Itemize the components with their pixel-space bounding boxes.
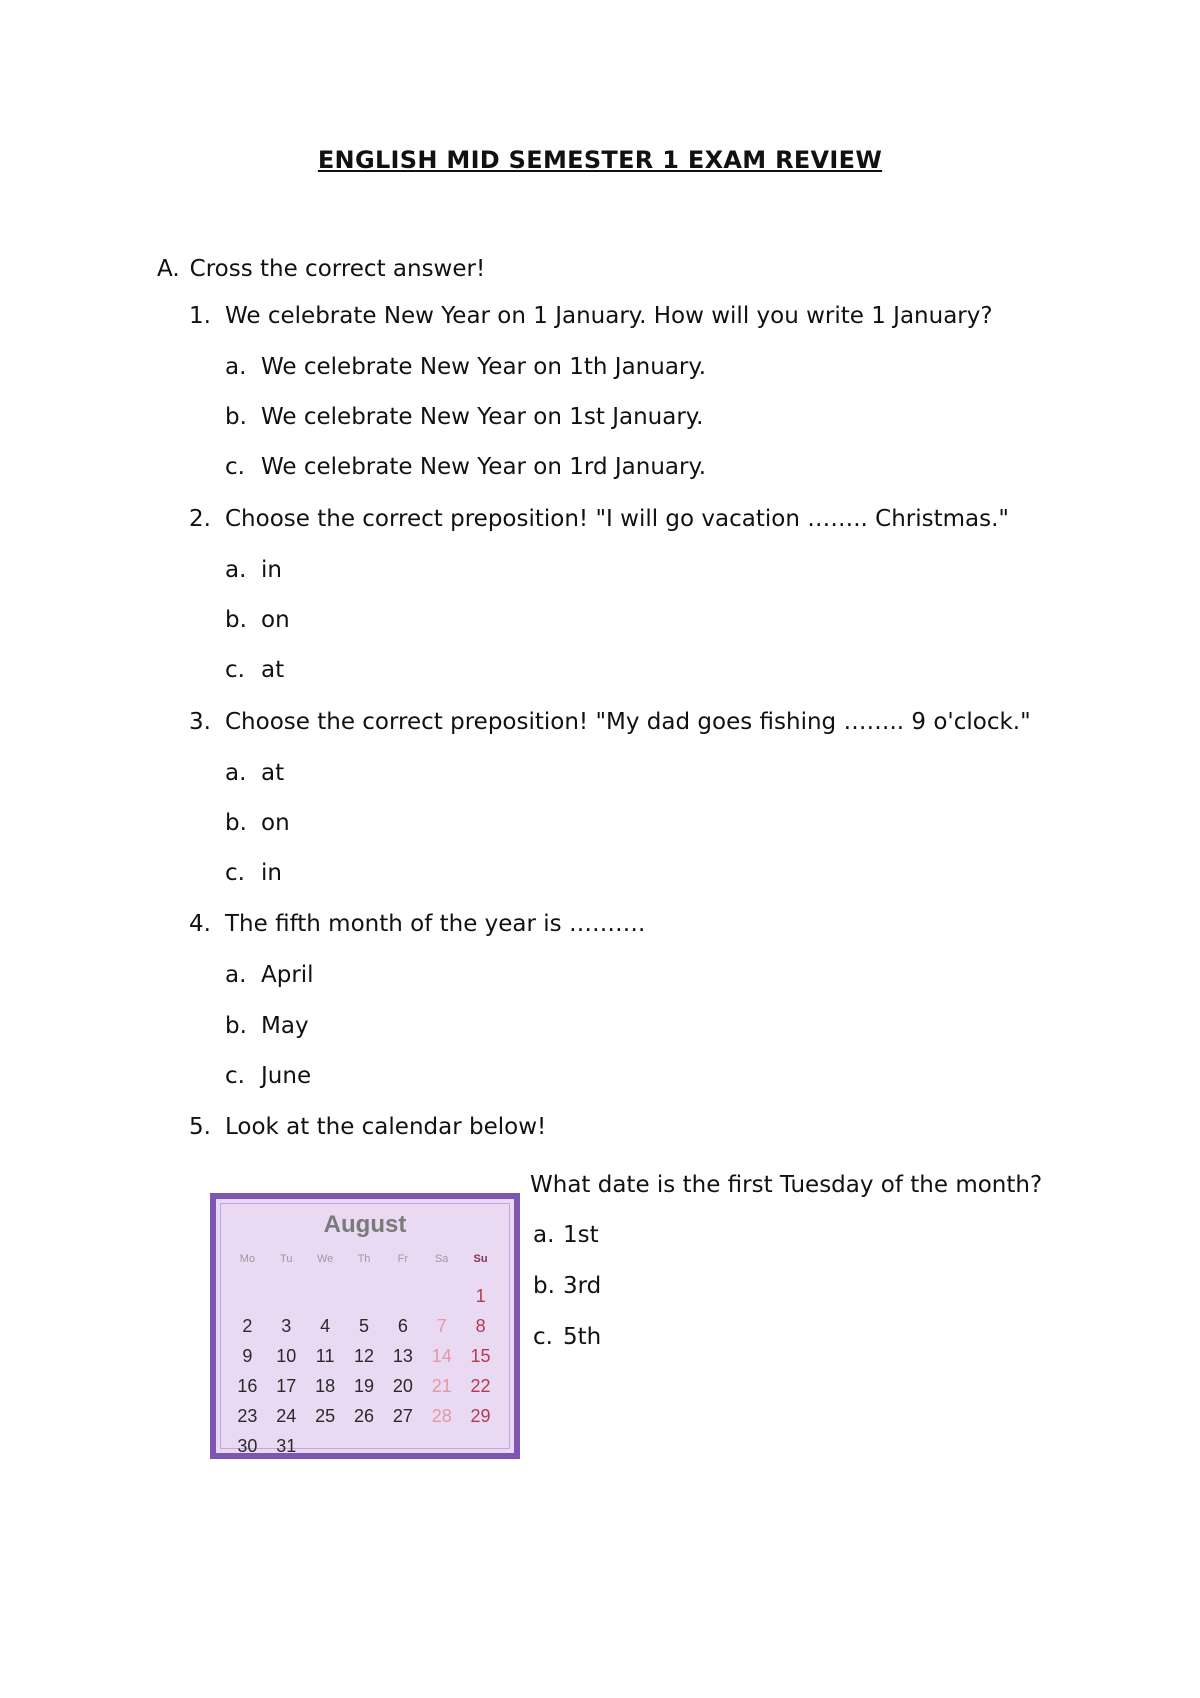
- calendar-day: 20: [392, 1376, 413, 1396]
- option-letter: c.: [225, 1063, 245, 1089]
- calendar-day: 19: [353, 1376, 374, 1396]
- calendar-day: 4: [320, 1316, 331, 1336]
- calendar-empty-cell: [422, 1281, 461, 1311]
- calendar-empty-cell: [345, 1281, 384, 1311]
- option-letter: c.: [225, 657, 245, 683]
- question-2-option-a[interactable]: [225, 557, 282, 583]
- question-2-option-c[interactable]: [225, 657, 284, 683]
- option-text: at: [261, 657, 285, 683]
- calendar-day: 14: [431, 1346, 452, 1366]
- option-text: We celebrate New Year on 1rd January.: [261, 454, 707, 480]
- option-letter: b.: [533, 1273, 555, 1299]
- question-1-option-a[interactable]: [225, 354, 706, 380]
- calendar-empty-cell: [345, 1431, 384, 1461]
- option-letter: b.: [225, 607, 247, 633]
- option-text: at: [261, 760, 285, 786]
- option-letter: c.: [225, 454, 245, 480]
- calendar-empty-cell: [228, 1281, 267, 1311]
- calendar-day: 30: [237, 1436, 258, 1456]
- question-5-option-c[interactable]: [533, 1324, 601, 1350]
- calendar-day: 17: [276, 1376, 297, 1396]
- calendar-weekday-row: [228, 1251, 500, 1273]
- question-number: 1.: [189, 303, 211, 329]
- option-text: on: [261, 810, 290, 836]
- calendar-empty-cell: [383, 1431, 422, 1461]
- question-number: 2.: [189, 506, 211, 532]
- option-letter: a.: [225, 760, 247, 786]
- option-letter: b.: [225, 404, 247, 430]
- calendar-day: 25: [315, 1406, 336, 1426]
- option-letter: b.: [225, 1013, 247, 1039]
- question-1: [189, 303, 993, 329]
- calendar-day: 6: [397, 1316, 408, 1336]
- calendar-day: 1: [475, 1286, 486, 1306]
- question-number: 5.: [189, 1114, 211, 1140]
- calendar-empty-cell: [383, 1281, 422, 1311]
- question-1-option-b[interactable]: [225, 404, 703, 430]
- question-text: Choose the correct preposition! "My dad goes fishing …….. 9 o'clock.": [225, 709, 1031, 735]
- option-letter: a.: [225, 962, 247, 988]
- calendar-day: 16: [237, 1376, 258, 1396]
- question-4-option-a[interactable]: [225, 962, 314, 988]
- calendar-weekday: Fr: [397, 1253, 409, 1265]
- option-text: We celebrate New Year on 1st January.: [261, 404, 704, 430]
- option-letter: a.: [225, 557, 247, 583]
- calendar-day: 15: [470, 1346, 491, 1366]
- calendar-weekday: Tu: [280, 1253, 293, 1265]
- question-3-option-a[interactable]: [225, 760, 284, 786]
- question-3: [189, 709, 1031, 735]
- calendar-day: 23: [237, 1406, 258, 1426]
- option-letter: c.: [225, 860, 245, 886]
- section-letter: A.: [157, 256, 180, 282]
- calendar-day: 13: [392, 1346, 413, 1366]
- calendar-day: 21: [431, 1376, 452, 1396]
- question-5-sub-question: What date is the first Tuesday of the month?: [530, 1172, 1043, 1198]
- calendar-empty-cell: [306, 1431, 345, 1461]
- question-4: [189, 911, 645, 937]
- option-text: May: [261, 1013, 309, 1039]
- question-number: 4.: [189, 911, 211, 937]
- calendar-day: 10: [276, 1346, 297, 1366]
- calendar-weekday: Sa: [434, 1253, 449, 1265]
- option-text: 1st: [563, 1222, 599, 1248]
- calendar-weekday: We: [316, 1253, 334, 1265]
- option-letter: a.: [225, 354, 247, 380]
- calendar-empty-cell: [422, 1431, 461, 1461]
- question-number: 3.: [189, 709, 211, 735]
- option-text: 5th: [563, 1324, 602, 1350]
- calendar-day: 2: [242, 1316, 253, 1336]
- question-4-option-c[interactable]: [225, 1063, 311, 1089]
- calendar-day: 18: [315, 1376, 336, 1396]
- question-5-option-b[interactable]: [533, 1273, 601, 1299]
- calendar-empty-cell: [306, 1281, 345, 1311]
- page-title: ENGLISH MID SEMESTER 1 EXAM REVIEW: [317, 146, 883, 174]
- calendar-day: 7: [436, 1316, 447, 1336]
- option-text: We celebrate New Year on 1th January.: [261, 354, 707, 380]
- question-2: [189, 506, 1009, 532]
- question-2-option-b[interactable]: [225, 607, 290, 633]
- calendar-day: 5: [358, 1316, 369, 1336]
- option-letter: c.: [533, 1324, 553, 1350]
- calendar-weekday: Su: [473, 1253, 488, 1265]
- question-1-option-c[interactable]: [225, 454, 706, 480]
- question-3-option-c[interactable]: [225, 860, 282, 886]
- calendar-empty-cell: [267, 1281, 306, 1311]
- option-text: June: [261, 1063, 312, 1089]
- calendar-weekday: Mo: [239, 1253, 256, 1265]
- calendar-day: 24: [276, 1406, 297, 1426]
- option-text: in: [261, 557, 282, 583]
- section-heading: [157, 256, 485, 282]
- calendar-day: 3: [281, 1316, 292, 1336]
- option-text: in: [261, 860, 282, 886]
- calendar-grid: [228, 1251, 500, 1461]
- calendar-empty-cell: [461, 1431, 500, 1461]
- question-5: [189, 1114, 546, 1140]
- option-text: on: [261, 607, 290, 633]
- calendar-day: 27: [392, 1406, 413, 1426]
- question-3-option-b[interactable]: [225, 810, 290, 836]
- question-text: Look at the calendar below!: [225, 1114, 547, 1140]
- calendar-month: August: [323, 1211, 407, 1238]
- calendar-day: 22: [470, 1376, 491, 1396]
- calendar-day: 12: [353, 1346, 374, 1366]
- calendar-day: 28: [431, 1406, 452, 1426]
- option-letter: b.: [225, 810, 247, 836]
- calendar-day: 11: [315, 1346, 335, 1366]
- question-text: The fifth month of the year is ……….: [225, 911, 646, 937]
- calendar-day: 8: [475, 1316, 486, 1336]
- calendar-day: 29: [470, 1406, 491, 1426]
- calendar: [210, 1193, 520, 1459]
- option-text: 3rd: [563, 1273, 602, 1299]
- calendar-day: 9: [242, 1346, 253, 1366]
- calendar-weekday: Th: [357, 1253, 371, 1265]
- calendar-day: 26: [353, 1406, 374, 1426]
- option-letter: a.: [533, 1222, 555, 1248]
- question-4-option-b[interactable]: [225, 1013, 309, 1039]
- option-text: April: [261, 962, 314, 988]
- question-text: We celebrate New Year on 1 January. How will you write 1 January?: [225, 303, 993, 329]
- section-instruction: Cross the correct answer!: [189, 256, 486, 282]
- question-text: Choose the correct preposition! "I will go vacation …….. Christmas.": [225, 506, 1010, 532]
- question-5-option-a[interactable]: [533, 1222, 599, 1248]
- calendar-day: 31: [276, 1436, 297, 1456]
